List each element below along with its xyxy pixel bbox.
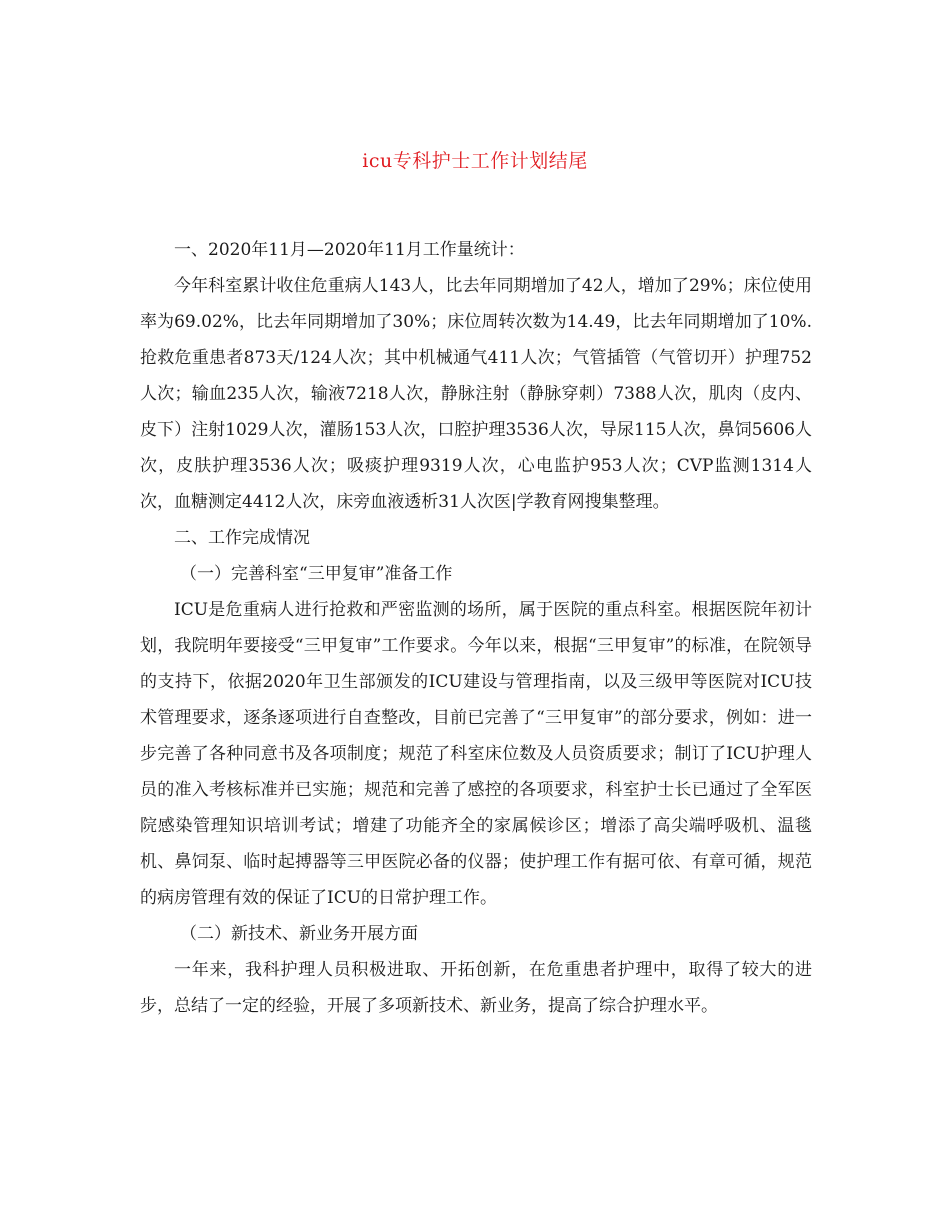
section-heading-workload: 一、2020年11月—2020年11月工作量统计： (174, 240, 525, 260)
review-prep-paragraph: ICU是危重病人进行抢救和严密监测的场所，属于医院的重点科室。根据医院年初计划，我院明年要接受“三甲复审”工作要求。今年以来，根据“三甲复审”的标准，在院领导的支持下，依据2020年卫生部颁发的ICU建设与管理指南，以及三级甲等医院对ICU技术管理要求，逐条逐项进行自查整改，目前已完善了“三甲复审”的部分要求，例如：进一步完善了各种同意书及各项制度；规范了科室床位数及人员资质要求；制订了ICU护理人员的准入考核标准并已实施；规范和完善了感控的各项要求，科室护士长已通过了全军医院感染管理知识培训考试；增建了功能齐全的家属候诊区；增添了高尖端呼吸机、温毯机、鼻饲泵、临时起搏器等三甲医院必备的仪器；使护理工作有据可依、有章可循，规范的病房管理有效的保证了ICU的日常护理工作。 (140, 600, 812, 908)
section-heading-completion: 二、工作完成情况 (174, 528, 310, 548)
subsection-heading-review-prep: （一）完善科室“三甲复审”准备工作 (180, 564, 453, 584)
document-body (140, 232, 812, 1024)
workload-statistics-paragraph: 今年科室累计收住危重病人143人，比去年同期增加了42人，增加了29%；床位使用率为69.02%，比去年同期增加了30%；床位周转次数为14.49，比去年同期增加了10%.抢救危重患者873天/124人次；其中机械通气411人次；气管插管（气管切开）护理752人次；输血235人次，输液7218人次，静脉注射（静脉穿刺）7388人次，肌肉（皮内、皮下）注射1029人次，灌肠153人次，口腔护理3536人次，导尿115人次，鼻饲5606人次，皮肤护理3536人次；吸痰护理9319人次，心电监护953人次；CVP监测1314人次，血糖测定4412人次，床旁血液透析31人次医|学教育网搜集整理。 (140, 276, 812, 512)
new-tech-paragraph: 一年来，我科护理人员积极进取、开拓创新，在危重患者护理中，取得了较大的进步，总结了一定的经验，开展了多项新技术、新业务，提高了综合护理水平。 (140, 960, 812, 1016)
document-title: icu专科护士工作计划结尾 (362, 150, 588, 172)
subsection-heading-new-tech: （二）新技术、新业务开展方面 (180, 924, 418, 944)
